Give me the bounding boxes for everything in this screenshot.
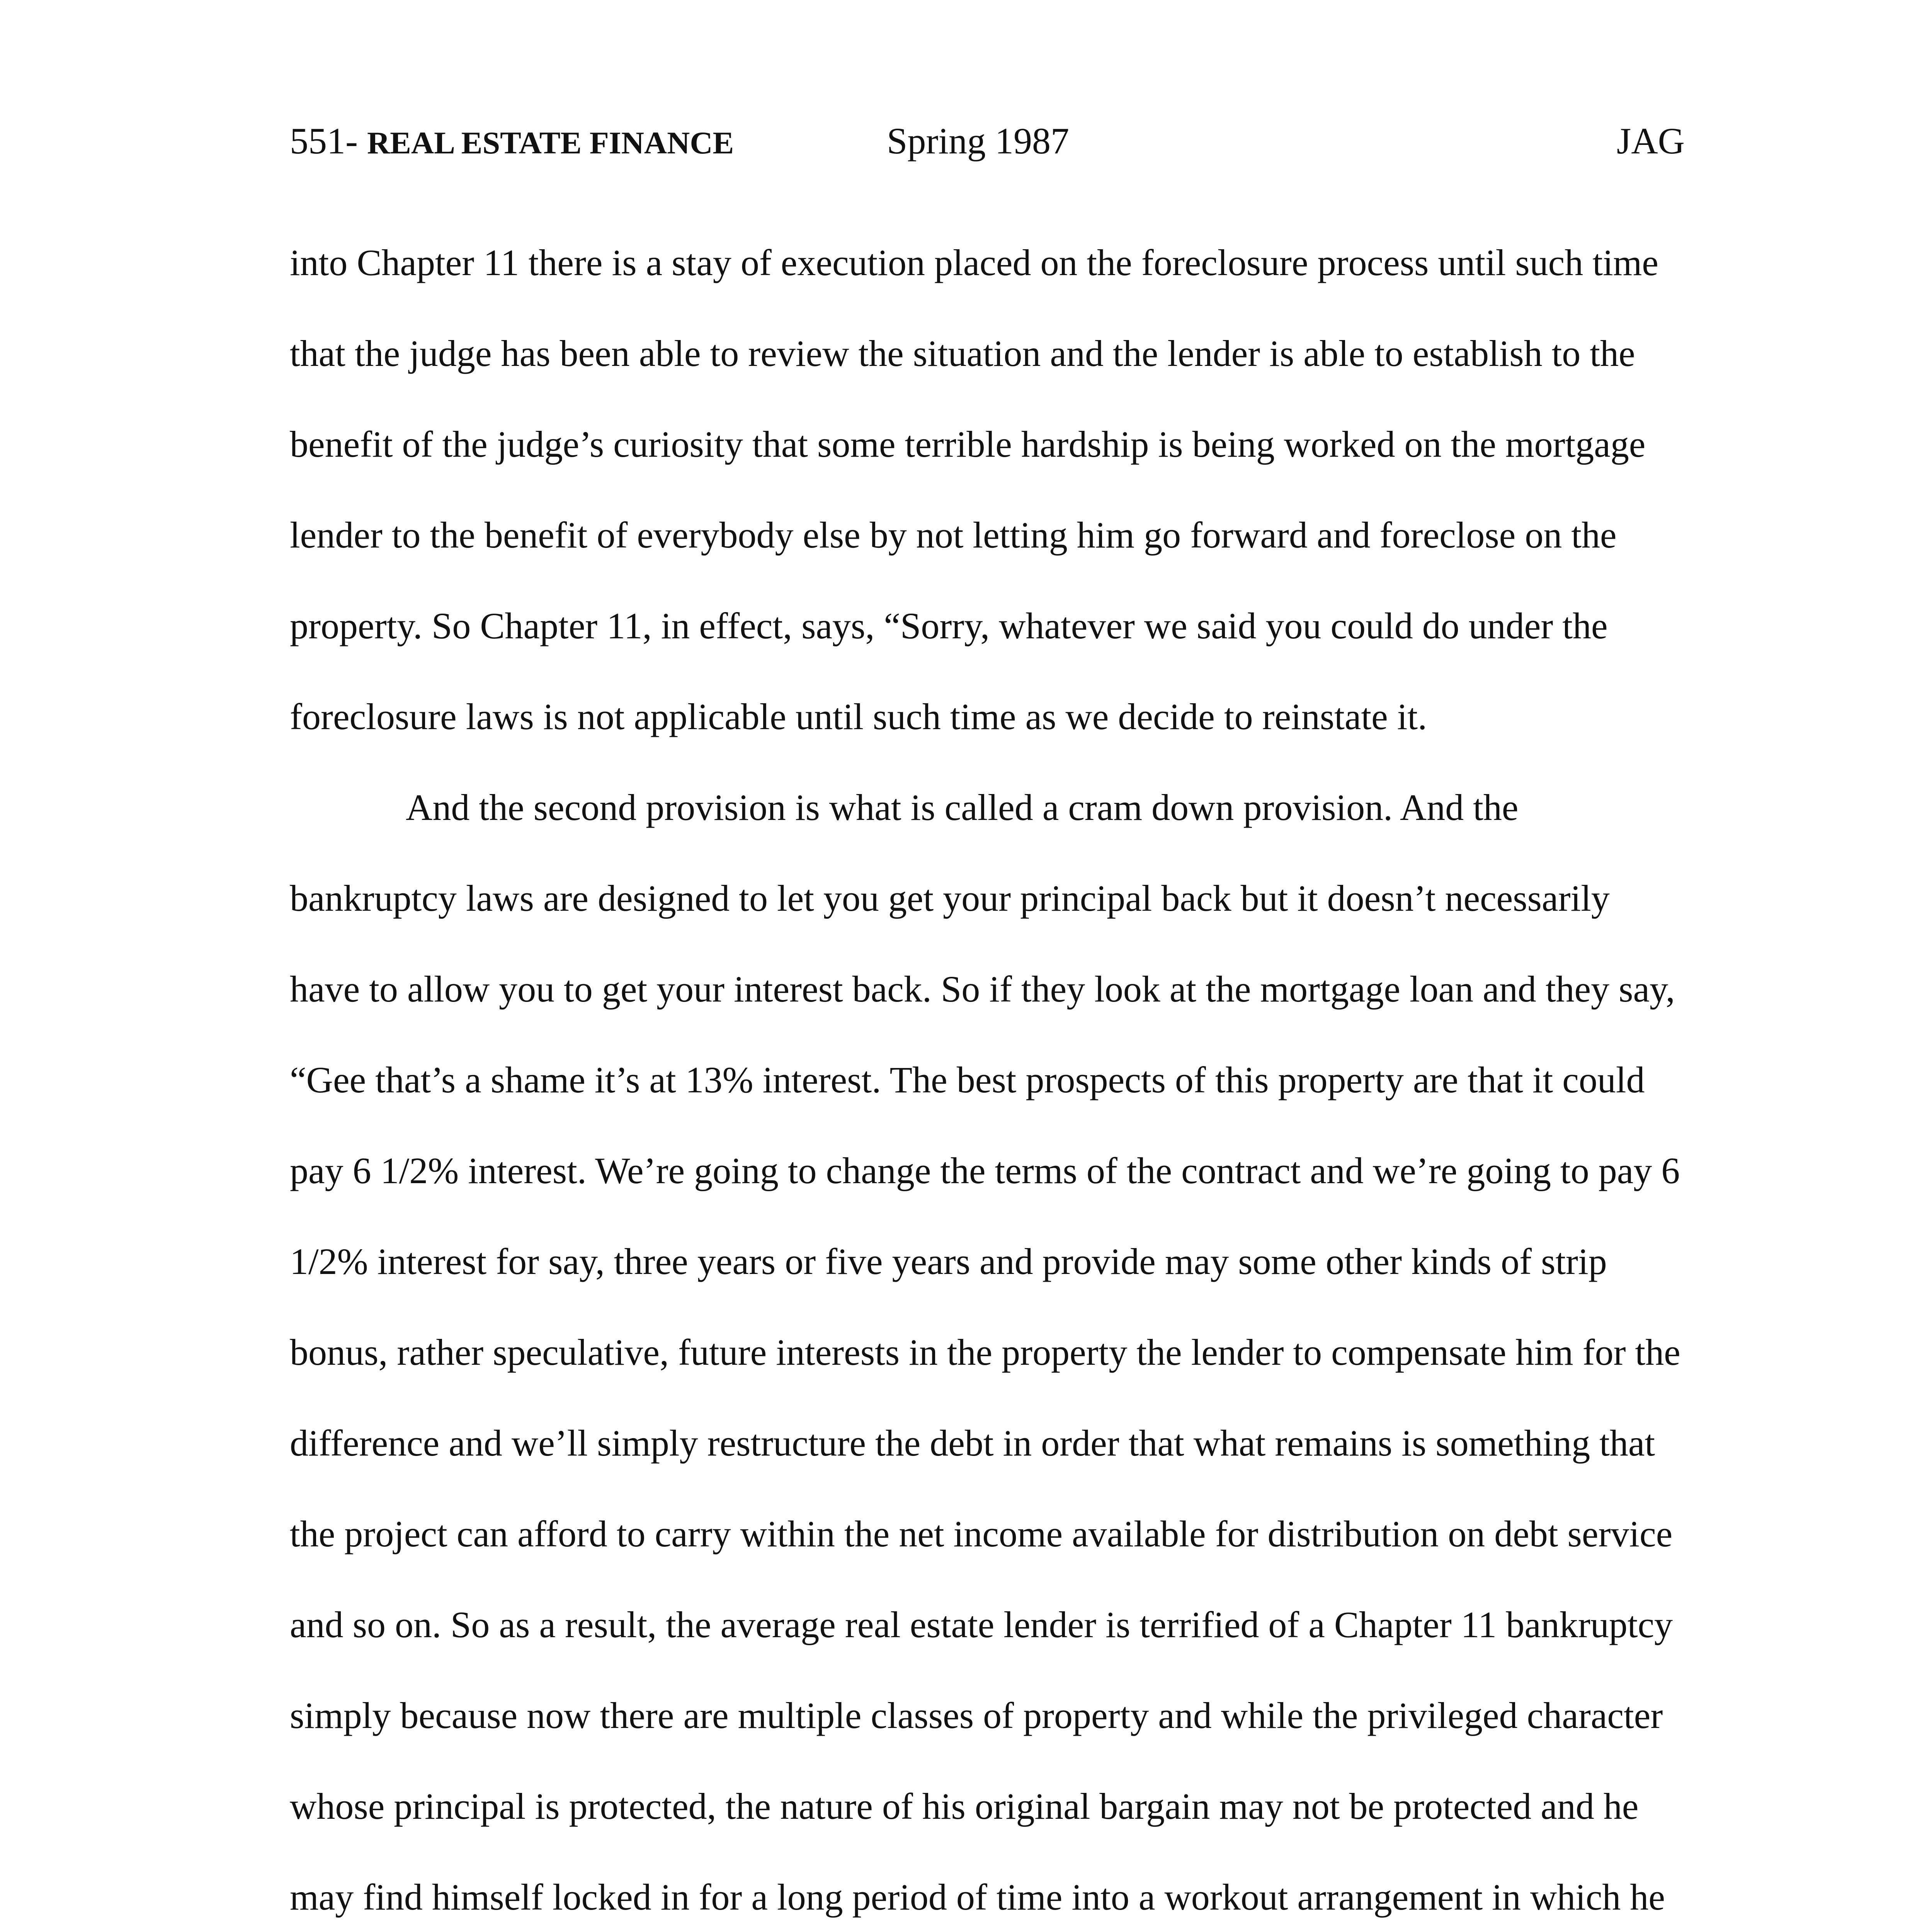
author-initials: JAG [1616, 120, 1685, 162]
term-label: Spring 1987 [887, 120, 1070, 162]
body-text [290, 217, 1685, 1932]
paragraph-continued: into Chapter 11 there is a stay of execution placed on the foreclosure process until such time that the judge has been able to review the situation and the lender is able to establish to the benefit of the judge’s curiosity that some terrible hardship is being worked on the mortgage lender to the benefit of everybody else by not letting him go forward and foreclose on the property. So Chapter 11, in effect, says, “Sorry, whatever we said you could do under the foreclosure laws is not applicable until such time as we decide to reinstate it. [290, 242, 1659, 737]
course-title: REAL ESTATE FINANCE [367, 125, 734, 160]
paragraph-cram-down: And the second provision is what is called a cram down provision. And the bankruptcy laws are designed to let you get your principal back but it doesn’t necessarily have to allow you to get your interest back. So if they look at the mortgage loan and they say, “Gee that’s a shame it’s at 13% interest. The best prospects of this property are that it could pay 6 1/2% interest. We’re going to change the terms of the contract and we’re going to pay 6 1/2% interest for say, three years or five years and provide may some other kinds of strip bonus, rather speculative, future interests in the property the lender to compensate him for the difference and we’ll simply restructure the debt in order that what remains is something that the project can afford to carry within the net income available for distribution on debt service and so on. So as a result, the average real estate lender is terrified of a Chapter 11 bankruptcy simply because now there are multiple classes of property and while the privileged character whose principal is protected, the nature of his original bargain may not be protected and he may find himself locked in for a long period of time into a workout arrangement in which he [290, 787, 1680, 1918]
course-number: 551- [290, 120, 367, 162]
course-heading [290, 116, 734, 168]
page-header [290, 116, 1685, 166]
